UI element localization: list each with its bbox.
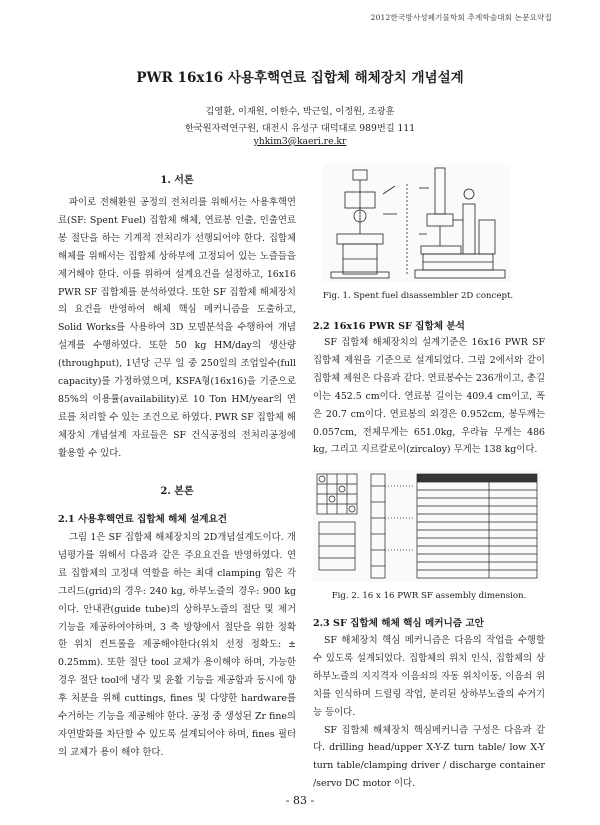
conference-header: 2012한국방사성폐기물학회 추계학술대회 논문요약집 bbox=[370, 13, 552, 22]
section-2-3-paragraph-1: SF 해체장치 핵심 메커니즘은 다음의 작업을 수행할 수 있도록 설계되었다. 집합체의 위치 인식, 집합체의 상하부노즐의 지지격자 이음쇠의 자동 위치이동, 이음쇠 위치를 인식하며 드릴링 작업, 분리된 상하부노즐의 수거기능 등이다. bbox=[313, 635, 545, 718]
intro-paragraph: 파이로 전해환원 공정의 전처리를 위해서는 사용후핵연료(SF: Spent Fuel) 집합체 해체, 연료봉 인출, 인출연료봉 절단을 하는 기계적 전처리가 선행되어야 한다. 집합체 해체를 위해서는 집합체 상하부에 고정되어 있는 노즐들을 제거해야 한다. 이를 위하여 설계요건을 설정하고, 16x16 PWR SF 집합체를 분석하였다. 또한 SF 집합체 해체장치의 요건을 반영하여 해체 핵심 메커니즘을 도출하고, Solid Works를 사용하여 3D 모델분석을 수행하여 개념설계를 수행하였다. 또한 50 kg HM/day의 생산량(throughput), 1년당 근무 일 중 250일의 조업일수(full capacity)를 가정하였으며, KSFA형(16x16)을 기준으로 85%의 이용률(availability)로 10 Ton HM/year의 연료를 처리할 수 있는 조건으로 하였다. PWR SF 집합체 해체장치 개념설계 자료들은 SF 건식공정의 전처리공정에 활용할 수 있다. bbox=[58, 197, 296, 459]
author-list: 김영환, 이재원, 이한수, 박근일, 이정원, 조광훈 bbox=[205, 106, 395, 117]
figure-1-drawing bbox=[323, 164, 511, 282]
section-2-2-paragraph: SF 집합체 해체장치의 설계기준은 16x16 PWR SF 집합체 제원을 기준으로 설계되었다. 그림 2에서와 같이 집합체 제원은 다음과 같다. 연료봉수는 236개이고, 총길이는 452.5 cm이다. 연료봉 길이는 409.4 cm이고, 폭은 20.7 cm이다. 연료봉의 외경은 0.952cm, 봉두께는 0.057cm, 전체무게는 651.0kg, 우라늄 무게는 486 kg, 그리고 지르칼로이(zircaloy) 무게는 138 kg이다. bbox=[313, 337, 545, 456]
section-2-1-body bbox=[58, 529, 296, 762]
figure-2-caption: Fig. 2. 16 x 16 PWR SF assembly dimension. bbox=[331, 591, 527, 601]
section-2-3-heading: 2.3 SF 집합체 해체 핵심 메커니즘 고안 bbox=[313, 618, 484, 629]
body-heading: 2. 본론 bbox=[160, 486, 194, 497]
disassembler-diagram bbox=[323, 164, 511, 282]
paper-title: PWR 16x16 사용후핵연료 집합체 해체장치 개념설계 bbox=[136, 70, 464, 86]
intro-heading: 1. 서론 bbox=[160, 175, 194, 186]
figure-2-drawing bbox=[313, 470, 541, 582]
page-number: - 83 - bbox=[285, 794, 315, 807]
section-2-1-paragraph: 그림 1은 SF 집합체 해체장치의 2D개념설계도이다. 개념평가를 위해서 다음과 같은 주요요건을 반영하였다. 연료 집합체의 고정대 역할을 하는 최대 clamping 힘은 각 그리드(grid)의 경우: 240 kg, 하부노즐의 경우: 900 kg이다. 안내관(guide tube)의 상하부노즐의 절단 및 제거 기능을 제공하여야하며, 3 축 방향에서 절단을 위한 정확한 위치 컨트롤을 제공해야한다(위치 선정 정확도: ± 0.25mm). 또한 절단 tool 교체가 용이해야 하며, 가능한 경우 절단 tool에 냉각 및 윤활 기능을 제공함과 동시에 향후 처분을 위해 cuttings, fines 및 다양한 hardware를 수거하는 기능을 제공해야 한다. 공정 중 생성된 Zr fine의 자연발화를 차단할 수 있도록 설계되어야 하며, fines 필터의 교체가 용이 해야 한다. bbox=[58, 532, 296, 758]
assembly-dimension-diagram bbox=[313, 470, 541, 582]
intro-body bbox=[58, 194, 296, 463]
figure-1-caption: Fig. 1. Spent fuel disassembler 2D concept. bbox=[322, 291, 514, 301]
section-2-1-heading: 2.1 사용후핵연료 집합체 해체 설계요건 bbox=[58, 514, 228, 525]
section-2-3-body bbox=[313, 632, 545, 793]
section-2-3-paragraph-2: SF 집합체 해체장치 핵심메커니즘 구성은 다음과 같다. drilling head/upper X-Y-Z turn table/ low X-Y turn table/clamping driver / discharge container /servo DC motor 이다. bbox=[313, 724, 545, 790]
affiliation: 한국원자력연구원, 대전시 유성구 대덕대로 989번길 111 bbox=[184, 123, 416, 134]
section-2-2-body bbox=[313, 334, 545, 459]
section-2-2-heading: 2.2 16x16 PWR SF 집합체 분석 bbox=[313, 321, 465, 332]
author-email[interactable]: yhkim3@kaeri.re.kr bbox=[253, 136, 347, 147]
